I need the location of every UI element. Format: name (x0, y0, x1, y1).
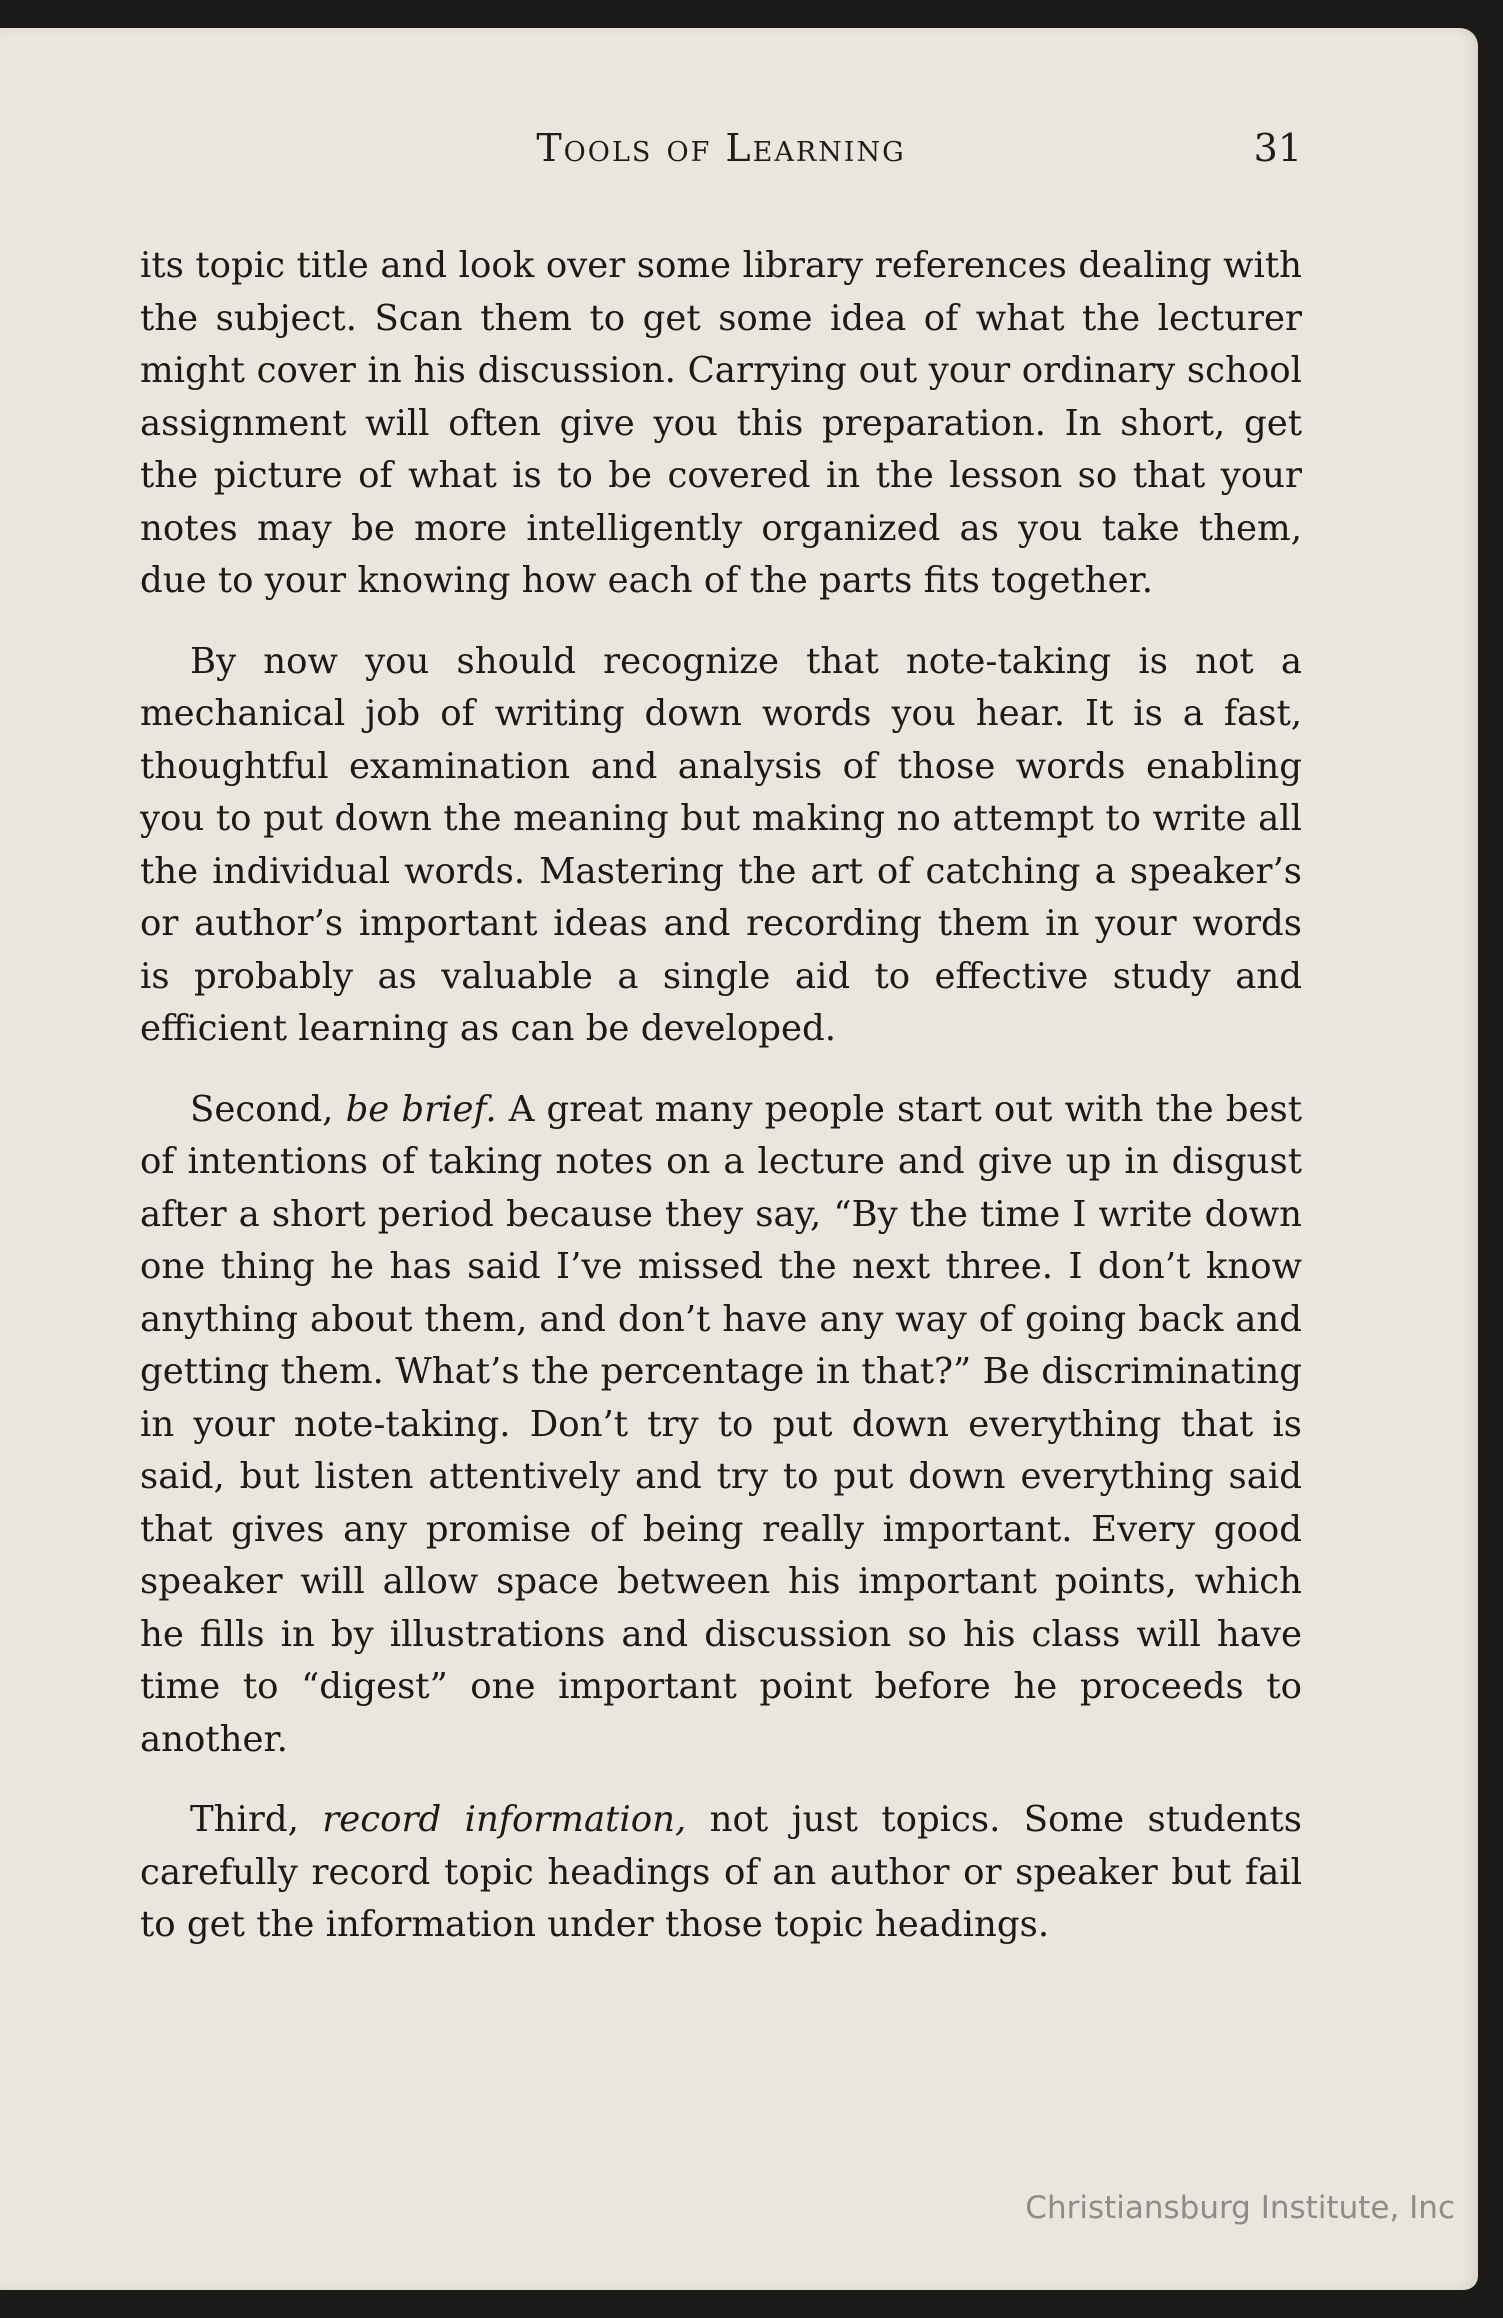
watermark: Christiansburg Institute, Inc (1025, 2190, 1455, 2226)
body-text (140, 240, 1302, 1952)
paragraph-3 (140, 1084, 1302, 1767)
paragraph-4-emphasis: record information, (322, 1799, 687, 1840)
page-header (140, 126, 1302, 186)
page-number: 31 (1253, 126, 1302, 170)
paragraph-3-emphasis: be brief. (345, 1088, 497, 1130)
paragraph-4-lead: Third, (190, 1799, 323, 1840)
running-title: Tools of Learning (536, 126, 906, 170)
paragraph-3-rest: A great many people start out with the best of intentions of taking notes on a lecture and give up in disgust after a short period because they say, “By the time I write down one thing he has said I’ve missed the next three. I don’t know anything about them, and don’t have any way of going back and getting them. What’s the percentage in that?” Be discriminating in your note-taking. Don’t try to put down everything that is said, but listen attentively and try to put down everything said that gives any promise of being really important. Every good speaker will allow space between his important points, which he fills in by illustrations and discussion so his class will have time to “digest” one important point before he proceeds to another. (140, 1088, 1303, 1760)
paragraph-4 (140, 1794, 1302, 1952)
paragraph-4-rest: not just topics. Some students carefully record topic headings of an author or speaker but fail to get the information under those topic headings. (140, 1799, 1302, 1945)
paragraph-2: By now you should recognize that note-taking is not a mechanical job of writing down words you hear. It is a fast, thoughtful examination and analysis of those words enabling you to put down the meaning but making no attempt to write all the individual words. Mastering the art of catching a speaker’s or author’s important ideas and recording them in your words is probably as valuable a single aid to effective study and efficient learning as can be developed. (140, 640, 1302, 1049)
paragraph-1: its topic title and look over some library references dealing with the subject. Scan them to get some idea of what the lecturer might cover in his discussion. Carrying out your ordinary school assignment will often give you this preparation. In short, get the picture of what is to be covered in the lesson so that your notes may be more intelligently organized as you take them, due to your knowing how each of the parts fits together. (140, 245, 1302, 601)
paragraph-3-lead: Second, (190, 1088, 346, 1130)
